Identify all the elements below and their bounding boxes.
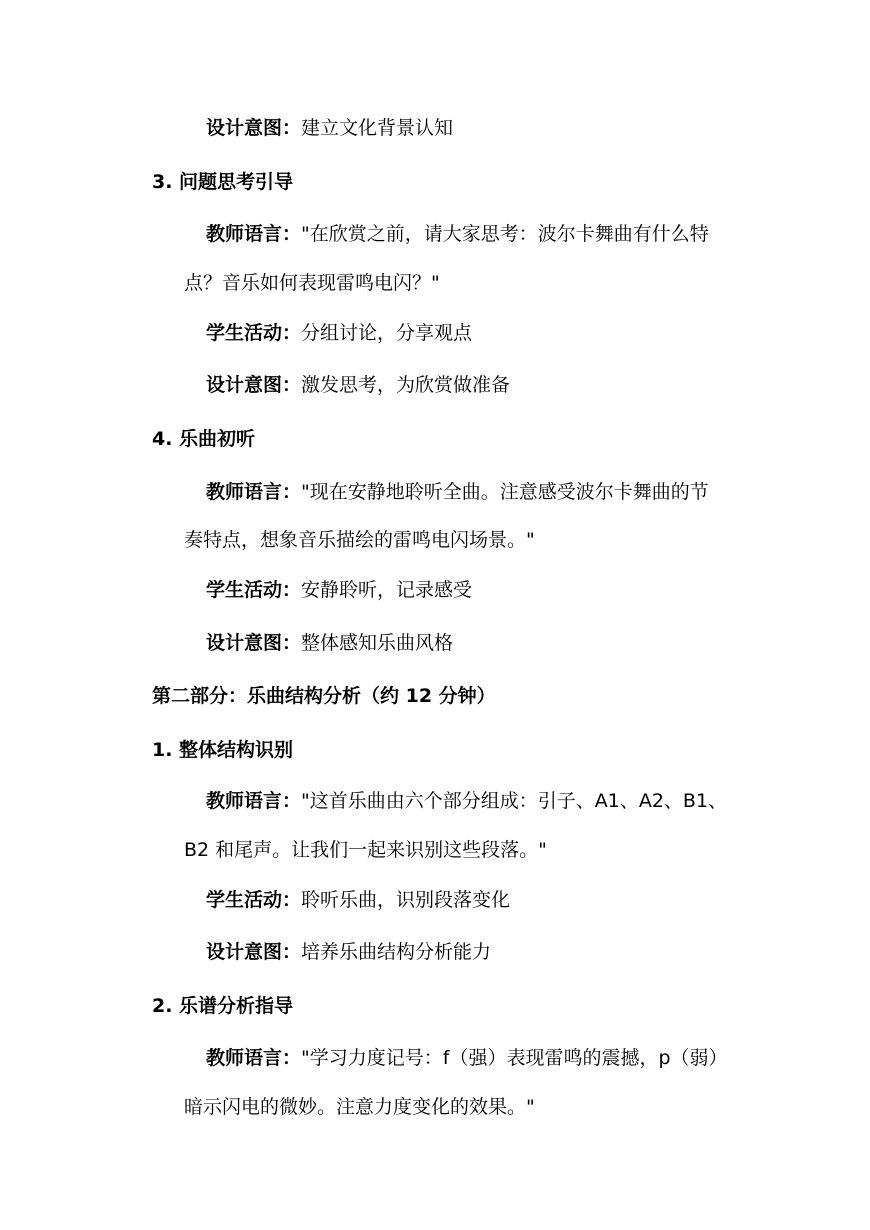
section-heading-4: 4. 乐曲初听: [152, 428, 256, 450]
student-activity-line: [206, 320, 472, 346]
design-intent-label: 设计意图：: [206, 941, 302, 963]
teacher-language-label: 教师语言：: [206, 481, 302, 503]
teacher-language-line: [206, 479, 709, 505]
teacher-language-label: 教师语言：: [206, 1047, 302, 1069]
student-activity-text: 聆听乐曲，识别段落变化: [301, 889, 511, 911]
teacher-language-label: 教师语言：: [206, 223, 302, 245]
teacher-language-line: [206, 1045, 728, 1071]
design-intent-label: 设计意图：: [206, 117, 302, 139]
design-intent-text: 激发思考，为欣赏做准备: [301, 374, 511, 396]
teacher-language-line: [206, 221, 709, 247]
student-activity-line: [206, 887, 510, 913]
design-intent-line: [206, 630, 453, 656]
part-heading: 第二部分：乐曲结构分析（约 12 分钟）: [152, 685, 496, 707]
student-activity-text: 分组讨论，分享观点: [301, 322, 473, 344]
teacher-language-continuation: 奏特点，想象音乐描绘的雷鸣电闪场景。": [184, 529, 535, 551]
teacher-language-text: "现在安静地聆听全曲。注意感受波尔卡舞曲的节: [301, 481, 709, 503]
student-activity-text: 安静聆听，记录感受: [301, 579, 473, 601]
teacher-language-continuation: 暗示闪电的微妙。注意力度变化的效果。": [184, 1096, 535, 1118]
design-intent-text: 建立文化背景认知: [301, 117, 454, 139]
section-heading-structure: 1. 整体结构识别: [152, 739, 294, 761]
section-heading-3: 3. 问题思考引导: [152, 171, 294, 193]
teacher-language-text: "学习力度记号：f（强）表现雷鸣的震撼，p（弱）: [301, 1047, 728, 1069]
design-intent-line: [206, 372, 510, 398]
student-activity-label: 学生活动：: [206, 322, 302, 344]
teacher-language-continuation: 点？音乐如何表现雷鸣电闪？": [184, 272, 440, 294]
teacher-language-label: 教师语言：: [206, 790, 302, 812]
design-intent-label: 设计意图：: [206, 374, 302, 396]
teacher-language-text: "在欣赏之前，请大家思考：波尔卡舞曲有什么特: [301, 223, 709, 245]
design-intent-label: 设计意图：: [206, 632, 302, 654]
teacher-language-continuation: B2 和尾声。让我们一起来识别这些段落。": [184, 839, 547, 861]
teacher-language-text: "这首乐曲由六个部分组成：引子、A1、A2、B1、: [301, 790, 728, 812]
design-intent-text: 整体感知乐曲风格: [301, 632, 454, 654]
student-activity-line: [206, 577, 472, 603]
teacher-language-line: [206, 788, 727, 814]
design-intent-text: 培养乐曲结构分析能力: [301, 941, 492, 963]
student-activity-label: 学生活动：: [206, 889, 302, 911]
section-heading-score: 2. 乐谱分析指导: [152, 995, 294, 1017]
design-intent-line: [206, 939, 491, 965]
student-activity-label: 学生活动：: [206, 579, 302, 601]
design-intent-line: [206, 115, 453, 141]
